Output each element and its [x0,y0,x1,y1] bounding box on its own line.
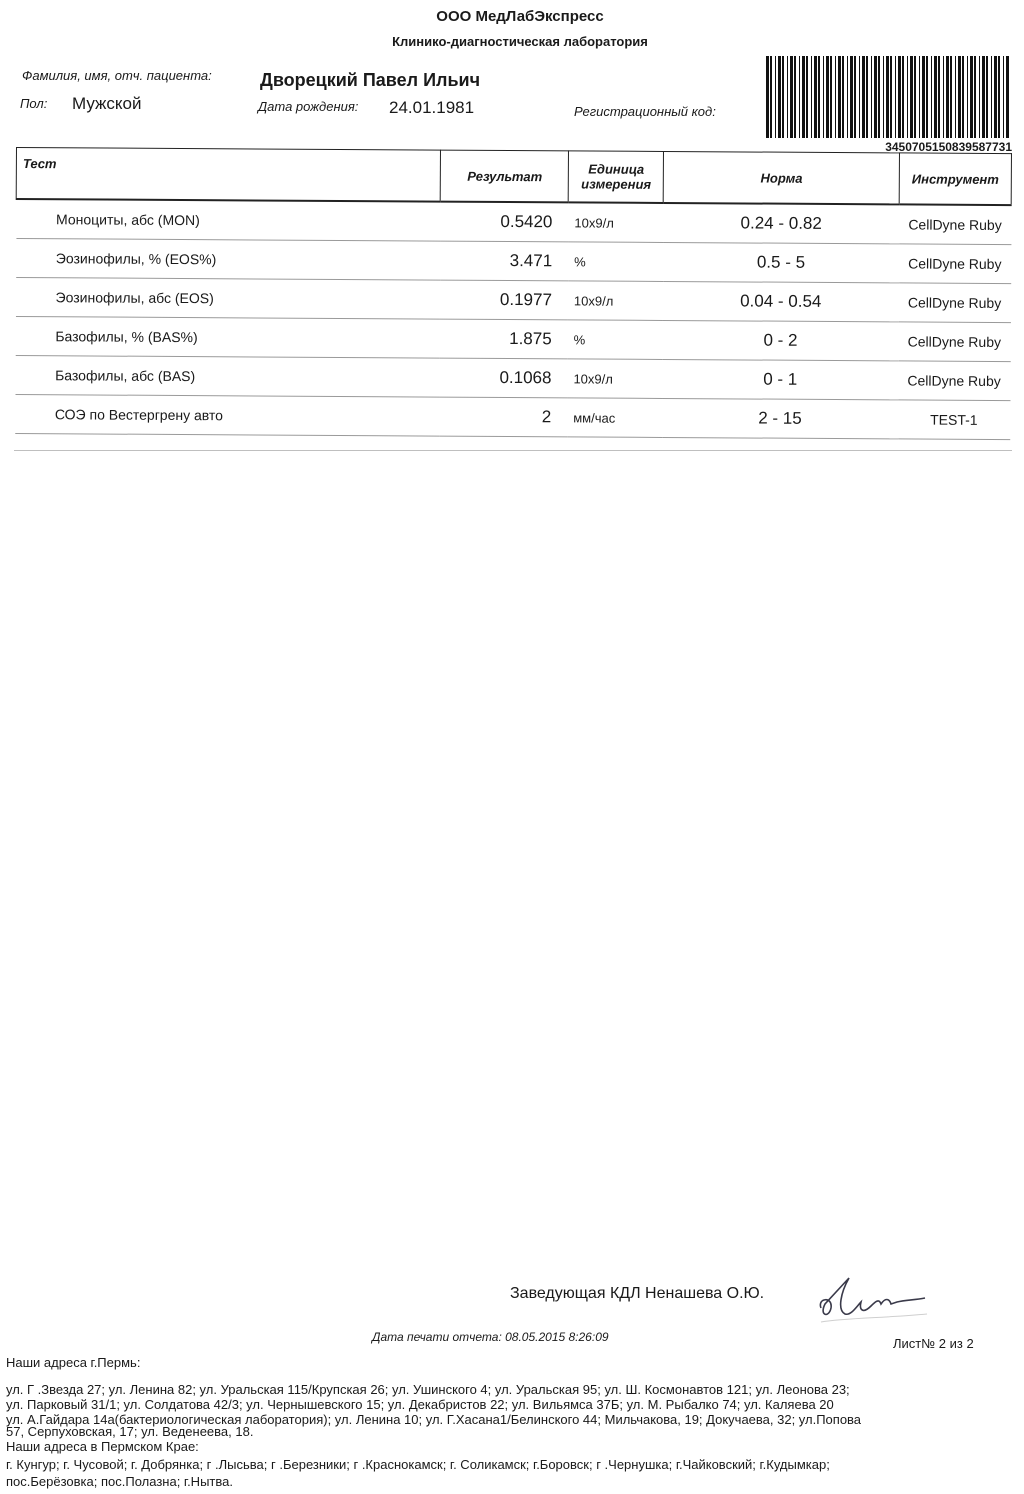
test-name: Эозинофилы, абс (EOS) [15,278,440,320]
unit: 10x9/л [568,281,663,321]
perm-addresses-title: Наши адреса г.Пермь: [6,1355,141,1370]
divider-line [14,450,1012,451]
instrument: CellDyne Ruby [898,361,1010,401]
table-row [16,239,1011,284]
col-test-header: Тест [16,148,441,202]
table-row [15,316,1010,361]
result-value: 2 [439,397,567,437]
instrument: CellDyne Ruby [899,244,1011,284]
result-value: 1.875 [440,319,568,359]
unit: 10x9/л [567,359,662,399]
table-row [15,278,1010,323]
unit: 10x9/л [568,202,663,242]
perm-address-line: ул. Г .Звезда 27; ул. Ленина 82; ул. Уральская 115/Крупская 26; ул. Ушинского 4; ул. Уральская 95; ул. Ш. Космонавтов 121; ул. Леонова 23; [6,1382,850,1397]
norm-range: 2 - 15 [662,398,898,438]
table-header-row [16,148,1011,206]
norm-range: 0.24 - 0.82 [663,203,899,244]
test-name: СОЭ по Вестергрену авто [15,394,440,436]
laboratory-subtitle: Клинико-диагностическая лаборатория [392,34,648,49]
table-row [15,355,1010,400]
norm-range: 0.5 - 5 [663,242,899,282]
lab-head-signature-line: Заведующая КДЛ Ненашева О.Ю. [510,1285,765,1302]
dob-label: Дата рождения: [258,99,359,114]
results-table [14,147,1012,440]
report-print-date: Дата печати отчета: 08.05.2015 8:26:09 [372,1330,609,1344]
barcode-number: 3450705150839587731 [885,140,1012,154]
norm-range: 0 - 1 [662,359,898,399]
handwritten-signature [815,1268,935,1330]
col-unit-header-line1: Единица [588,161,645,177]
table-row [15,394,1010,439]
organization-name: ООО МедЛабЭкспресс [436,8,604,25]
col-unit-header-line2: измерения [581,176,652,192]
region-address-line: пос.Берёзовка; пос.Полазна; г.Нытва. [6,1474,233,1489]
col-norm-header: Норма [664,151,900,204]
col-instrument-header: Инструмент [899,153,1011,205]
instrument: CellDyne Ruby [899,204,1011,244]
instrument: CellDyne Ruby [898,283,1010,323]
patient-name-label: Фамилия, имя, отч. пациента: [22,68,212,83]
col-unit-header [569,151,664,203]
norm-range: 0.04 - 0.54 [663,281,899,321]
test-name: Базофилы, абс (BAS) [15,355,440,397]
sheet-number: Лист№ 2 из 2 [893,1336,974,1351]
unit: мм/час [567,398,662,438]
perm-address-line: 57, Серпуховская, 17; ул. Веденеева, 18. [6,1424,254,1439]
region-address-line: г. Кунгур; г. Чусовой; г. Добрянка; г .Лысьва; г .Березники; г .Краснокамск; г. Соликамск; г.Боровск; г .Чернушка; г.Чайковский; г.Кудымкар; [6,1457,830,1472]
perm-address-line: ул. Парковый 31/1; ул. Солдатова 42/3; ул. Чернышевского 15; ул. Декабристов 22; ул. Вильямса 37Б; ул. М. Рыбалко 74; ул. Каляева 20 [6,1397,834,1412]
test-name: Моноциты, абс (MON) [16,199,441,241]
test-name: Базофилы, % (BAS%) [15,316,440,358]
result-value: 0.1068 [439,358,567,398]
patient-dob: 24.01.1981 [389,98,475,117]
sex-label: Пол: [20,96,48,111]
result-value: 0.1977 [440,280,568,320]
unit: % [568,242,663,282]
unit: % [568,320,663,360]
region-addresses-title: Наши адреса в Пермском Крае: [6,1439,199,1454]
reg-code-label: Регистрационный код: [574,104,716,119]
table-row [16,199,1011,245]
instrument: CellDyne Ruby [898,322,1010,362]
norm-range: 0 - 2 [663,320,899,360]
test-name: Эозинофилы, % (EOS%) [16,239,441,281]
perm-address-line: ул. А.Гайдара 14а(бактериологическая лаборатория); ул. Ленина 10; ул. Г.Хасана1/Белинского 44; Мильчакова, 19; Докучаева, 32; ул.Попова [6,1412,862,1427]
col-result-header: Результат [441,150,569,202]
patient-name: Дворецкий Павел Ильич [260,70,481,90]
result-value: 0.5420 [440,202,568,242]
patient-sex: Мужской [72,94,142,113]
result-value: 3.471 [440,241,568,281]
instrument: TEST-1 [898,400,1010,440]
